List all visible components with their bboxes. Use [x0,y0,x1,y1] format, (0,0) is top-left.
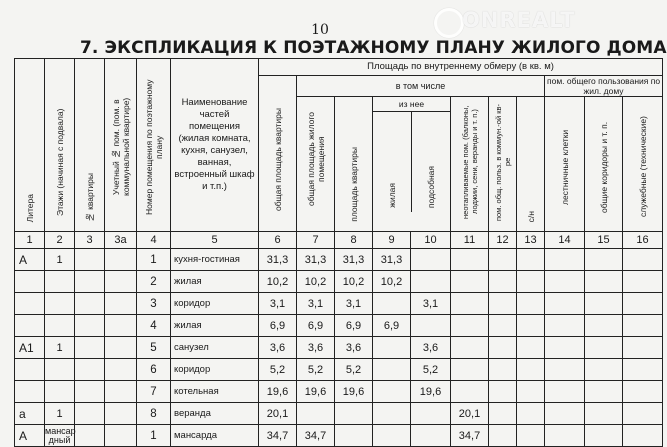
header-col6: общая площадь квартиры [259,76,297,232]
header-area-group: Площадь по внутреннему обмеру (в кв. м) [259,59,663,76]
room-number-cell: 2 [137,271,171,293]
header-col7: общая площадь жилого помещения [297,97,335,232]
header-col15: общие коридоры и т. п. [585,97,623,232]
area-living-cell [373,359,411,381]
header-col16: служебные (технические) [623,97,663,232]
room-number-cell: 1 [137,425,171,447]
area-auxiliary-cell: 3,1 [411,293,451,315]
header-including: в том числе [297,76,545,97]
area-auxiliary-cell: 3,6 [411,337,451,359]
litera-cell [15,359,45,381]
floor-cell [45,271,75,293]
litera-cell [15,271,45,293]
floor-cell: 1 [45,337,75,359]
room-number-cell: 7 [137,381,171,403]
area-auxiliary-cell [411,403,451,425]
area-living-cell: 10,2 [373,271,411,293]
area-unheated-cell: 20,1 [451,403,489,425]
header-apartment-number: № квартиры [75,59,105,232]
area-apartment-cell: 10,2 [335,271,373,293]
header-col10: подсобная [426,165,436,208]
floor-cell: 1 [45,249,75,271]
floor-cell [45,381,75,403]
explication-table [14,58,663,447]
area-living-space-cell: 10,2 [297,271,335,293]
header-of-it-group [373,97,451,232]
table-row [15,403,663,425]
area-total-cell: 34,7 [259,425,297,447]
floor-cell: 1 [45,403,75,425]
column-number-row [15,232,663,249]
area-total-cell: 3,1 [259,293,297,315]
room-name-cell: санузел [171,337,259,359]
area-unheated-cell [451,359,489,381]
page-number: 10 [311,22,329,38]
room-name-cell: веранда [171,403,259,425]
column-number: 5 [171,232,259,249]
area-living-cell: 31,3 [373,249,411,271]
page-title: 7. ЭКСПЛИКАЦИЯ К ПОЭТАЖНОМУ ПЛАНУ ЖИЛОГО ДОМА [80,38,667,58]
room-number-cell: 1 [137,249,171,271]
room-number-cell: 6 [137,359,171,381]
area-apartment-cell: 5,2 [335,359,373,381]
floor-cell [45,315,75,337]
room-name-cell: кухня-гостиная [171,249,259,271]
area-apartment-cell [335,403,373,425]
room-number-cell: 8 [137,403,171,425]
area-living-cell [373,337,411,359]
area-living-space-cell [297,403,335,425]
litera-cell: А1 [15,337,45,359]
area-auxiliary-cell: 5,2 [411,359,451,381]
column-number: 9 [373,232,411,249]
column-number: 7 [297,232,335,249]
floor-cell [45,293,75,315]
header-account-number: Учетный № пом. (пом. в коммунальной квартире) [105,59,137,232]
header-name: Наименование частей помещения (жилая комната, кухня, санузел, ванная, встроенный шкаф и т.п.) [171,59,259,232]
area-unheated-cell [451,337,489,359]
area-apartment-cell [335,425,373,447]
area-apartment-cell: 19,6 [335,381,373,403]
header-col9: жилая [373,112,412,212]
area-living-space-cell: 3,1 [297,293,335,315]
column-number: 3а [105,232,137,249]
area-auxiliary-cell [411,249,451,271]
column-number: 15 [585,232,623,249]
area-unheated-cell [451,293,489,315]
room-name-cell: жилая [171,315,259,337]
area-living-space-cell: 5,2 [297,359,335,381]
area-living-cell [373,425,411,447]
table-row [15,337,663,359]
column-number: 12 [489,232,517,249]
area-apartment-cell: 3,6 [335,337,373,359]
floor-cell [45,359,75,381]
area-auxiliary-cell [411,425,451,447]
column-number: 13 [517,232,545,249]
column-number: 11 [451,232,489,249]
area-auxiliary-cell: 19,6 [411,381,451,403]
area-unheated-cell [451,249,489,271]
header-col12: пом. общ. польз. в коммун.-ой кв-ре [489,97,517,232]
column-number: 8 [335,232,373,249]
header-of-it: из нее [373,97,450,112]
area-living-space-cell: 31,3 [297,249,335,271]
header-common-use: пом. общего пользования по жил. дому [545,76,663,97]
watermark: ONREALT [462,8,576,32]
litera-cell [15,315,45,337]
area-living-space-cell: 19,6 [297,381,335,403]
table-row [15,249,663,271]
table-row [15,425,663,447]
table-row [15,381,663,403]
table-row [15,293,663,315]
room-name-cell: жилая [171,271,259,293]
area-total-cell: 31,3 [259,249,297,271]
litera-cell: А [15,249,45,271]
header-col14: лестничные клетки [545,97,585,232]
table-row [15,315,663,337]
room-name-cell: котельная [171,381,259,403]
table-row [15,271,663,293]
area-total-cell: 5,2 [259,359,297,381]
litera-cell [15,381,45,403]
area-living-cell [373,293,411,315]
column-number: 6 [259,232,297,249]
header-room-number: Номер помещения по поэтажному плану [137,59,171,232]
area-auxiliary-cell [411,315,451,337]
area-living-space-cell: 3,6 [297,337,335,359]
area-apartment-cell: 6,9 [335,315,373,337]
column-number: 1 [15,232,45,249]
area-living-space-cell: 34,7 [297,425,335,447]
area-unheated-cell [451,271,489,293]
room-name-cell: коридор [171,293,259,315]
area-living-cell [373,381,411,403]
watermark-logo-icon [434,8,464,38]
area-unheated-cell [451,381,489,403]
room-name-cell: коридор [171,359,259,381]
table-row [15,359,663,381]
header-floors: Этажи (начиная с подвала) [45,59,75,232]
header-litera: Литера [15,59,45,232]
column-number: 10 [411,232,451,249]
litera-cell: а [15,403,45,425]
area-total-cell: 6,9 [259,315,297,337]
litera-cell: А [15,425,45,447]
column-number: 14 [545,232,585,249]
room-number-cell: 4 [137,315,171,337]
column-number: 3 [75,232,105,249]
floor-cell: мансар дный [45,425,76,445]
area-apartment-cell: 3,1 [335,293,373,315]
litera-cell [15,293,45,315]
area-total-cell: 10,2 [259,271,297,293]
area-unheated-cell: 34,7 [451,425,489,447]
header-col13: с/н [517,97,545,232]
area-auxiliary-cell [411,271,451,293]
room-name-cell: мансарда [171,425,259,447]
area-total-cell: 20,1 [259,403,297,425]
room-number-cell: 3 [137,293,171,315]
area-total-cell: 3,6 [259,337,297,359]
header-col8: площадь квартиры [335,97,373,232]
room-number-cell: 5 [137,337,171,359]
area-apartment-cell: 31,3 [335,249,373,271]
area-living-cell: 6,9 [373,315,411,337]
header-col11: неотапливаемые пом. (балконы, лоджии, сени, веранды и т. п.) [451,97,489,232]
area-living-cell [373,403,411,425]
column-number: 2 [45,232,75,249]
area-total-cell: 19,6 [259,381,297,403]
column-number: 16 [623,232,663,249]
area-unheated-cell [451,315,489,337]
column-number: 4 [137,232,171,249]
area-living-space-cell: 6,9 [297,315,335,337]
